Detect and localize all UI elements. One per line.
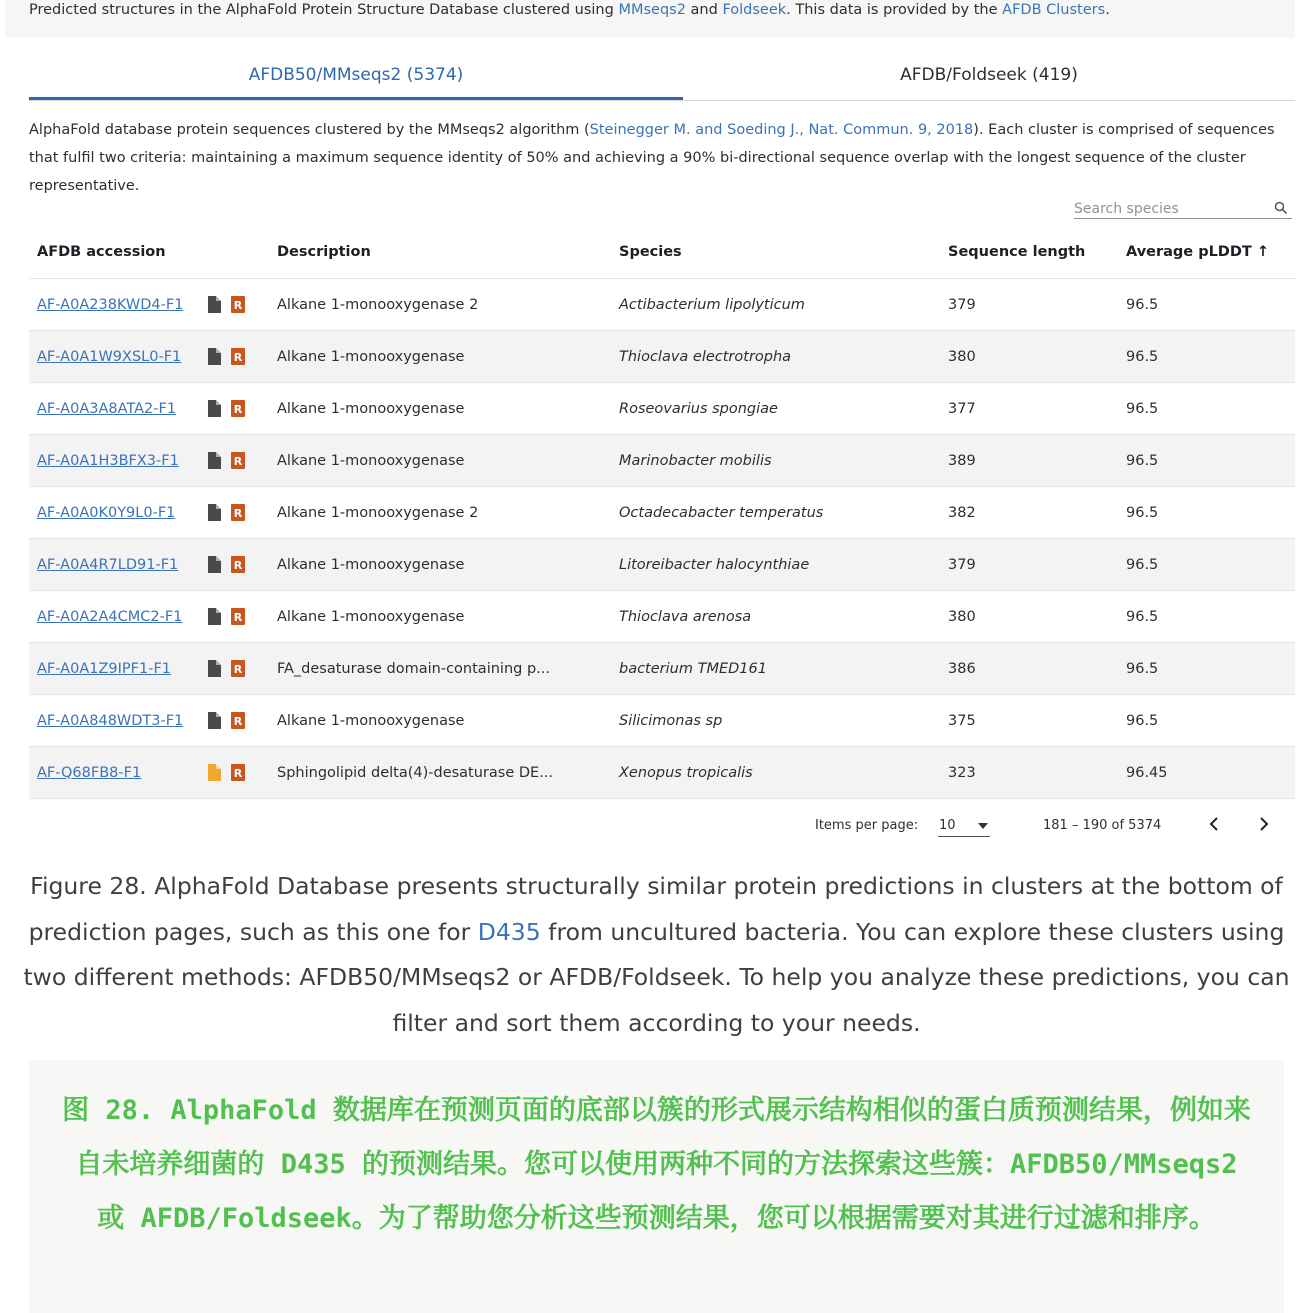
accession-link[interactable]: AF-A0A238KWD4-F1	[37, 296, 184, 313]
species-cell: Octadecabacter temperatus	[611, 487, 940, 539]
sequence-length-cell: 375	[940, 695, 1118, 747]
table-row	[29, 383, 1295, 435]
accession-cell	[29, 331, 269, 383]
foldseek-link[interactable]: Foldseek	[722, 2, 787, 18]
accession-link[interactable]: AF-Q68FB8-F1	[37, 764, 142, 781]
sequence-length-cell: 379	[940, 279, 1118, 331]
svg-text:R: R	[233, 663, 243, 676]
description-cell: Alkane 1-monooxygenase	[269, 539, 611, 591]
r-file-icon[interactable]	[231, 660, 245, 677]
accession-link[interactable]: AF-A0A4R7LD91-F1	[37, 556, 179, 573]
plddt-cell: 96.5	[1118, 643, 1295, 695]
svg-text:R: R	[233, 455, 243, 468]
r-file-icon[interactable]	[231, 400, 245, 417]
sequence-length-cell: 386	[940, 643, 1118, 695]
description-cell: Alkane 1-monooxygenase 2	[269, 279, 611, 331]
paginator	[29, 808, 1295, 844]
tab-afdb50-mmseqs2[interactable]: AFDB50/MMseqs2 (5374)	[29, 56, 683, 100]
r-file-icon[interactable]	[231, 764, 245, 781]
tab-afdb-foldseek[interactable]: AFDB/Foldseek (419)	[900, 65, 1078, 85]
page-range: 181 – 190 of 5374	[1043, 818, 1162, 833]
plddt-cell: 96.5	[1118, 383, 1295, 435]
pdb-file-icon[interactable]	[207, 660, 221, 677]
accession-link[interactable]: AF-A0A1Z9IPF1-F1	[37, 660, 172, 677]
description-cell: Alkane 1-monooxygenase 2	[269, 487, 611, 539]
table-row	[29, 643, 1295, 695]
species-cell: Marinobacter mobilis	[611, 435, 940, 487]
table-row	[29, 539, 1295, 591]
file-icons	[207, 660, 245, 677]
cluster-tabs	[29, 56, 1295, 101]
file-icons	[207, 764, 245, 781]
sequence-length-cell: 382	[940, 487, 1118, 539]
svg-text:R: R	[233, 403, 243, 416]
species-search	[1074, 198, 1292, 219]
intro-text: AlphaFold database protein sequences clustered by the MMseqs2 algorithm (	[29, 122, 590, 138]
file-icons	[207, 452, 245, 469]
accession-cell	[29, 643, 269, 695]
pdb-file-icon[interactable]	[207, 348, 221, 365]
svg-text:R: R	[233, 611, 243, 624]
svg-text:R: R	[233, 351, 243, 364]
file-icons	[207, 348, 245, 365]
description-cell: Sphingolipid delta(4)-desaturase DE...	[269, 747, 611, 799]
svg-text:R: R	[233, 507, 243, 520]
r-file-icon[interactable]	[231, 556, 245, 573]
info-banner	[5, 0, 1295, 38]
next-page-button[interactable]	[1251, 812, 1275, 836]
plddt-cell: 96.5	[1118, 487, 1295, 539]
species-cell: Actibacterium lipolyticum	[611, 279, 940, 331]
accession-link[interactable]: AF-A0A1W9XSL0-F1	[37, 348, 182, 365]
col-header-species[interactable]: Species	[611, 225, 940, 279]
table-row	[29, 435, 1295, 487]
caption-text: Figure 28. AlphaFold Database presents structurally similar protein predictions in clusters at the bottom of prediction pages, such as this one for	[28, 872, 1283, 946]
sequence-length-cell: 379	[940, 539, 1118, 591]
table-row	[29, 695, 1295, 747]
mmseqs2-link[interactable]: MMseqs2	[618, 2, 686, 18]
svg-text:R: R	[233, 299, 243, 312]
col-header-average-plddt[interactable]: Average pLDDT ↑	[1118, 225, 1295, 279]
accession-cell	[29, 383, 269, 435]
sequence-length-cell: 380	[940, 331, 1118, 383]
col-header-sequence-length[interactable]: Sequence length	[940, 225, 1118, 279]
table-header-row	[29, 225, 1295, 279]
chinese-caption: 图 28. AlphaFold 数据库在预测页面的底部以簇的形式展示结构相似的蛋白质预测结果，例如来自未培养细菌的 D435 的预测结果。您可以使用两种不同的方法探索这些簇：AFDB50/MMseqs2 或 AFDB/Foldseek。为了帮助您分析这些预测结果，您可以根据需要对其进行过滤和排序。	[62, 1095, 1251, 1234]
accession-link[interactable]: AF-A0A848WDT3-F1	[37, 712, 184, 729]
table-row	[29, 279, 1295, 331]
file-icons	[207, 296, 245, 313]
cluster-table	[29, 225, 1295, 799]
description-cell: Alkane 1-monooxygenase	[269, 591, 611, 643]
plddt-cell: 96.5	[1118, 539, 1295, 591]
banner-text: Predicted structures in the AlphaFold Protein Structure Database clustered using	[29, 2, 619, 18]
svg-text:R: R	[233, 767, 243, 780]
accession-cell	[29, 695, 269, 747]
file-icons	[207, 504, 245, 521]
plddt-cell: 96.45	[1118, 747, 1295, 799]
plddt-cell: 96.5	[1118, 591, 1295, 643]
chinese-translation-box	[29, 1060, 1284, 1313]
d435-link[interactable]: D435	[477, 917, 541, 946]
species-cell: Roseovarius spongiae	[611, 383, 940, 435]
description-cell: Alkane 1-monooxygenase	[269, 435, 611, 487]
species-cell: bacterium TMED161	[611, 643, 940, 695]
accession-link[interactable]: AF-A0A1H3BFX3-F1	[37, 452, 179, 469]
species-cell: Silicimonas sp	[611, 695, 940, 747]
table-row	[29, 747, 1295, 799]
pdb-file-icon[interactable]	[207, 296, 221, 313]
accession-cell	[29, 435, 269, 487]
sequence-length-cell: 323	[940, 747, 1118, 799]
sequence-length-cell: 377	[940, 383, 1118, 435]
accession-link[interactable]: AF-A0A3A8ATA2-F1	[37, 400, 177, 417]
description-cell: Alkane 1-monooxygenase	[269, 331, 611, 383]
col-header-description[interactable]: Description	[269, 225, 611, 279]
description-cell: FA_desaturase domain-containing p...	[269, 643, 611, 695]
species-cell: Xenopus tropicalis	[611, 747, 940, 799]
sequence-length-cell: 380	[940, 591, 1118, 643]
tab-description	[29, 116, 1295, 200]
col-header-accession[interactable]: AFDB accession	[29, 225, 269, 279]
species-cell: Thioclava arenosa	[611, 591, 940, 643]
description-cell: Alkane 1-monooxygenase	[269, 383, 611, 435]
plddt-cell: 96.5	[1118, 695, 1295, 747]
species-cell: Thioclava electrotropha	[611, 331, 940, 383]
chevron-down-icon	[978, 823, 988, 829]
r-file-icon[interactable]	[231, 296, 245, 313]
species-cell: Litoreibacter halocynthiae	[611, 539, 940, 591]
citation-link[interactable]: Steinegger M. and Soeding J., Nat. Commun. 9, 2018	[589, 122, 974, 138]
r-file-icon[interactable]	[231, 452, 245, 469]
file-icons	[207, 712, 245, 729]
caption-text-after: from uncultured bacteria. You can explore these clusters using two different methods: AFDB50/MMseqs2 or AFDB/Foldseek. To help you analyze these predictions, you can filter and sort them according to your needs.	[23, 917, 1290, 1037]
r-file-icon[interactable]	[231, 712, 245, 729]
banner-text-end: .	[1105, 2, 1110, 18]
items-per-page-value: 10	[939, 818, 956, 833]
accession-link[interactable]: AF-A0A2A4CMC2-F1	[37, 608, 183, 625]
table-row	[29, 331, 1295, 383]
svg-text:R: R	[233, 559, 243, 572]
items-per-page-label: Items per page:	[815, 818, 919, 833]
search-species-input[interactable]	[1074, 199, 1264, 219]
svg-text:R: R	[233, 715, 243, 728]
accession-cell	[29, 747, 269, 799]
r-file-icon[interactable]	[231, 504, 245, 521]
plddt-cell: 96.5	[1118, 331, 1295, 383]
pdb-file-icon[interactable]	[207, 504, 221, 521]
file-icons	[207, 400, 245, 417]
previous-page-button[interactable]	[1203, 812, 1227, 836]
figure-caption	[20, 864, 1293, 1046]
pdb-file-icon[interactable]	[207, 712, 221, 729]
pdb-file-icon[interactable]	[207, 556, 221, 573]
intro-text-after: ). Each cluster is comprised of sequences that fulfil two criteria: maintaining a maximum sequence identity of 50% and achieving a 90% bi-directional sequence overlap with the longest sequence of the cluster representative.	[29, 122, 1275, 194]
pdb-file-icon[interactable]	[207, 452, 221, 469]
file-icons	[207, 608, 245, 625]
file-icons	[207, 556, 245, 573]
description-cell: Alkane 1-monooxygenase	[269, 695, 611, 747]
sequence-length-cell: 389	[940, 435, 1118, 487]
r-file-icon[interactable]	[231, 608, 245, 625]
plddt-cell: 96.5	[1118, 279, 1295, 331]
pdb-file-icon[interactable]	[207, 764, 221, 781]
r-file-icon[interactable]	[231, 348, 245, 365]
table-row	[29, 487, 1295, 539]
afdb-clusters-link[interactable]: AFDB Clusters	[1002, 2, 1106, 18]
accession-cell	[29, 279, 269, 331]
table-row	[29, 591, 1295, 643]
pdb-file-icon[interactable]	[207, 608, 221, 625]
plddt-cell: 96.5	[1118, 435, 1295, 487]
banner-text-and: and	[685, 2, 723, 18]
accession-link[interactable]: AF-A0A0K0Y9L0-F1	[37, 504, 176, 521]
banner-text-after: . This data is provided by the	[786, 2, 1003, 18]
pdb-file-icon[interactable]	[207, 400, 221, 417]
items-per-page-select[interactable]	[938, 814, 990, 837]
accession-cell	[29, 591, 269, 643]
search-icon[interactable]	[1274, 201, 1288, 215]
accession-cell	[29, 487, 269, 539]
accession-cell	[29, 539, 269, 591]
